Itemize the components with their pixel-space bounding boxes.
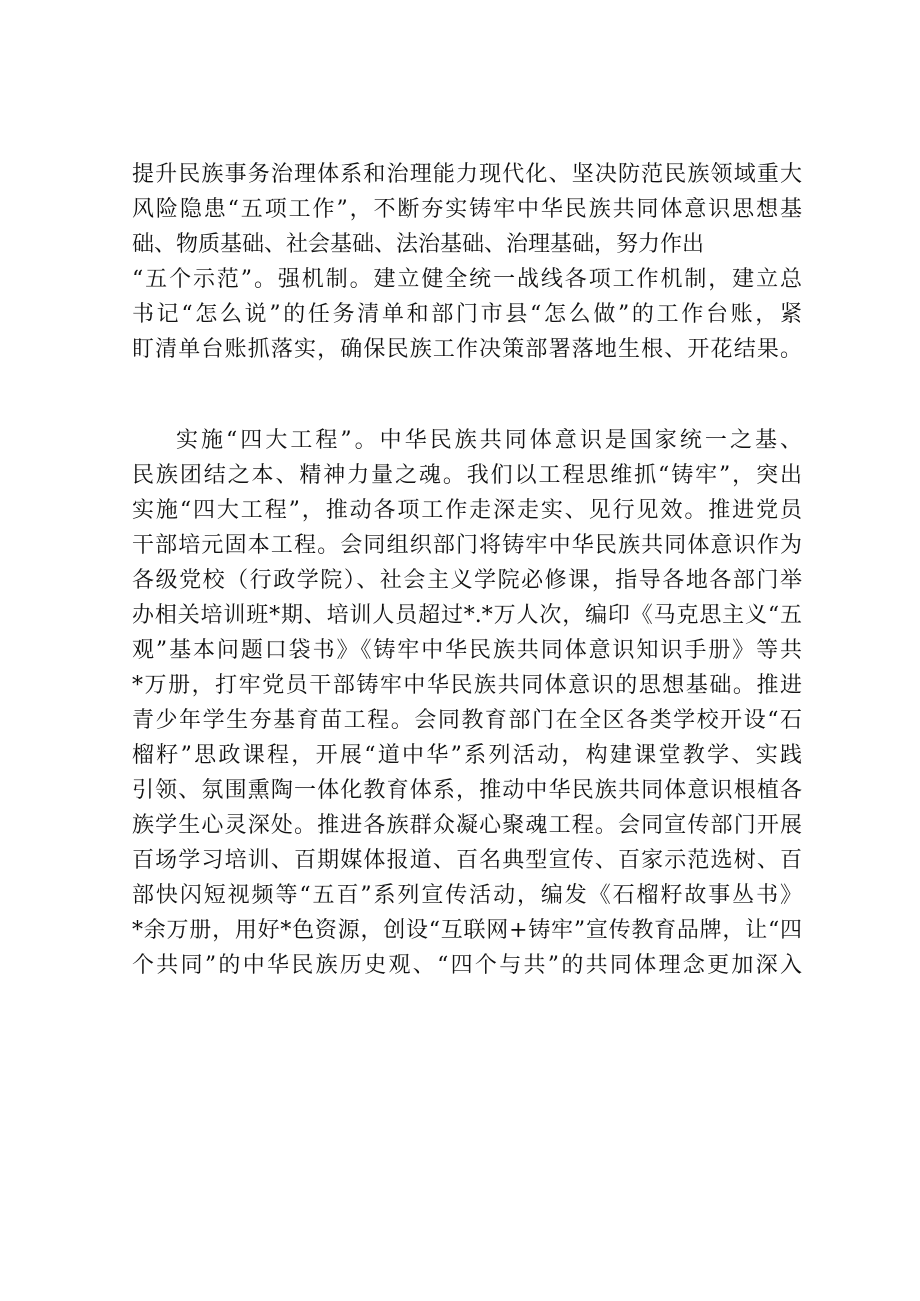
text-line: 榴籽”思政课程，开展“道中华”系列活动，构建课堂教学、实践 [132, 743, 802, 768]
text-line: 引领、氛围熏陶一体化教育体系，推动中华民族共同体意识根植各 [132, 778, 802, 803]
text-line: 实施“四大工程”，推动各项工作走深走实、见行见效。推进党员 [132, 498, 802, 523]
text-line: *万册，打牢党员干部铸牢中华民族共同体意识的思想基础。推进 [132, 673, 802, 698]
text-line: 族学生心灵深处。推进各族群众凝心聚魂工程。会同宣传部门开展 [132, 813, 802, 838]
text-line: 个共同”的中华民族历史观、“四个与共”的共同体理念更加深入 [132, 953, 802, 978]
text-line: 办相关培训班*期、培训人员超过*.*万人次，编印《马克思主义“五 [132, 603, 802, 628]
text-line: “五个示范”。强机制。建立健全统一战线各项工作机制，建立总 [132, 267, 802, 292]
text-line: *余万册，用好*色资源，创设“互联网+铸牢”宣传教育品牌，让“四 [132, 918, 802, 943]
paragraph-four-projects [132, 423, 802, 983]
text-line: 实施“四大工程”。中华民族共同体意识是国家统一之基、 [176, 428, 802, 453]
text-line: 盯清单台账抓落实，确保民族工作决策部署落地生根、开花结果。 [132, 337, 802, 362]
text-line: 干部培元固本工程。会同组织部门将铸牢中华民族共同体意识作为 [132, 533, 802, 558]
text-line: 青少年学生夯基育苗工程。会同教育部门在全区各类学校开设“石 [132, 708, 802, 733]
text-line: 部快闪短视频等“五百”系列宣传活动，编发《石榴籽故事丛书》 [132, 883, 802, 908]
text-line: 提升民族事务治理体系和治理能力现代化、坚决防范民族领域重大 [132, 162, 802, 187]
text-line: 民族团结之本、精神力量之魂。我们以工程思维抓“铸牢”，突出 [132, 463, 802, 488]
text-line: 百场学习培训、百期媒体报道、百名典型宣传、百家示范选树、百 [132, 848, 802, 873]
text-line: 风险隐患“五项工作”，不断夯实铸牢中华民族共同体意识思想基 [132, 197, 802, 222]
text-line: 书记“怎么说”的任务清单和部门市县“怎么做”的工作台账，紧 [132, 302, 802, 327]
text-line: 各级党校（行政学院）、社会主义学院必修课，指导各地各部门举 [132, 568, 802, 593]
text-line: 础、物质基础、社会基础、法治基础、治理基础，努力作出 [132, 232, 705, 257]
text-line: 观”基本问题口袋书》《铸牢中华民族共同体意识知识手册》等共 [132, 638, 802, 663]
paragraph-mechanism [132, 157, 802, 367]
